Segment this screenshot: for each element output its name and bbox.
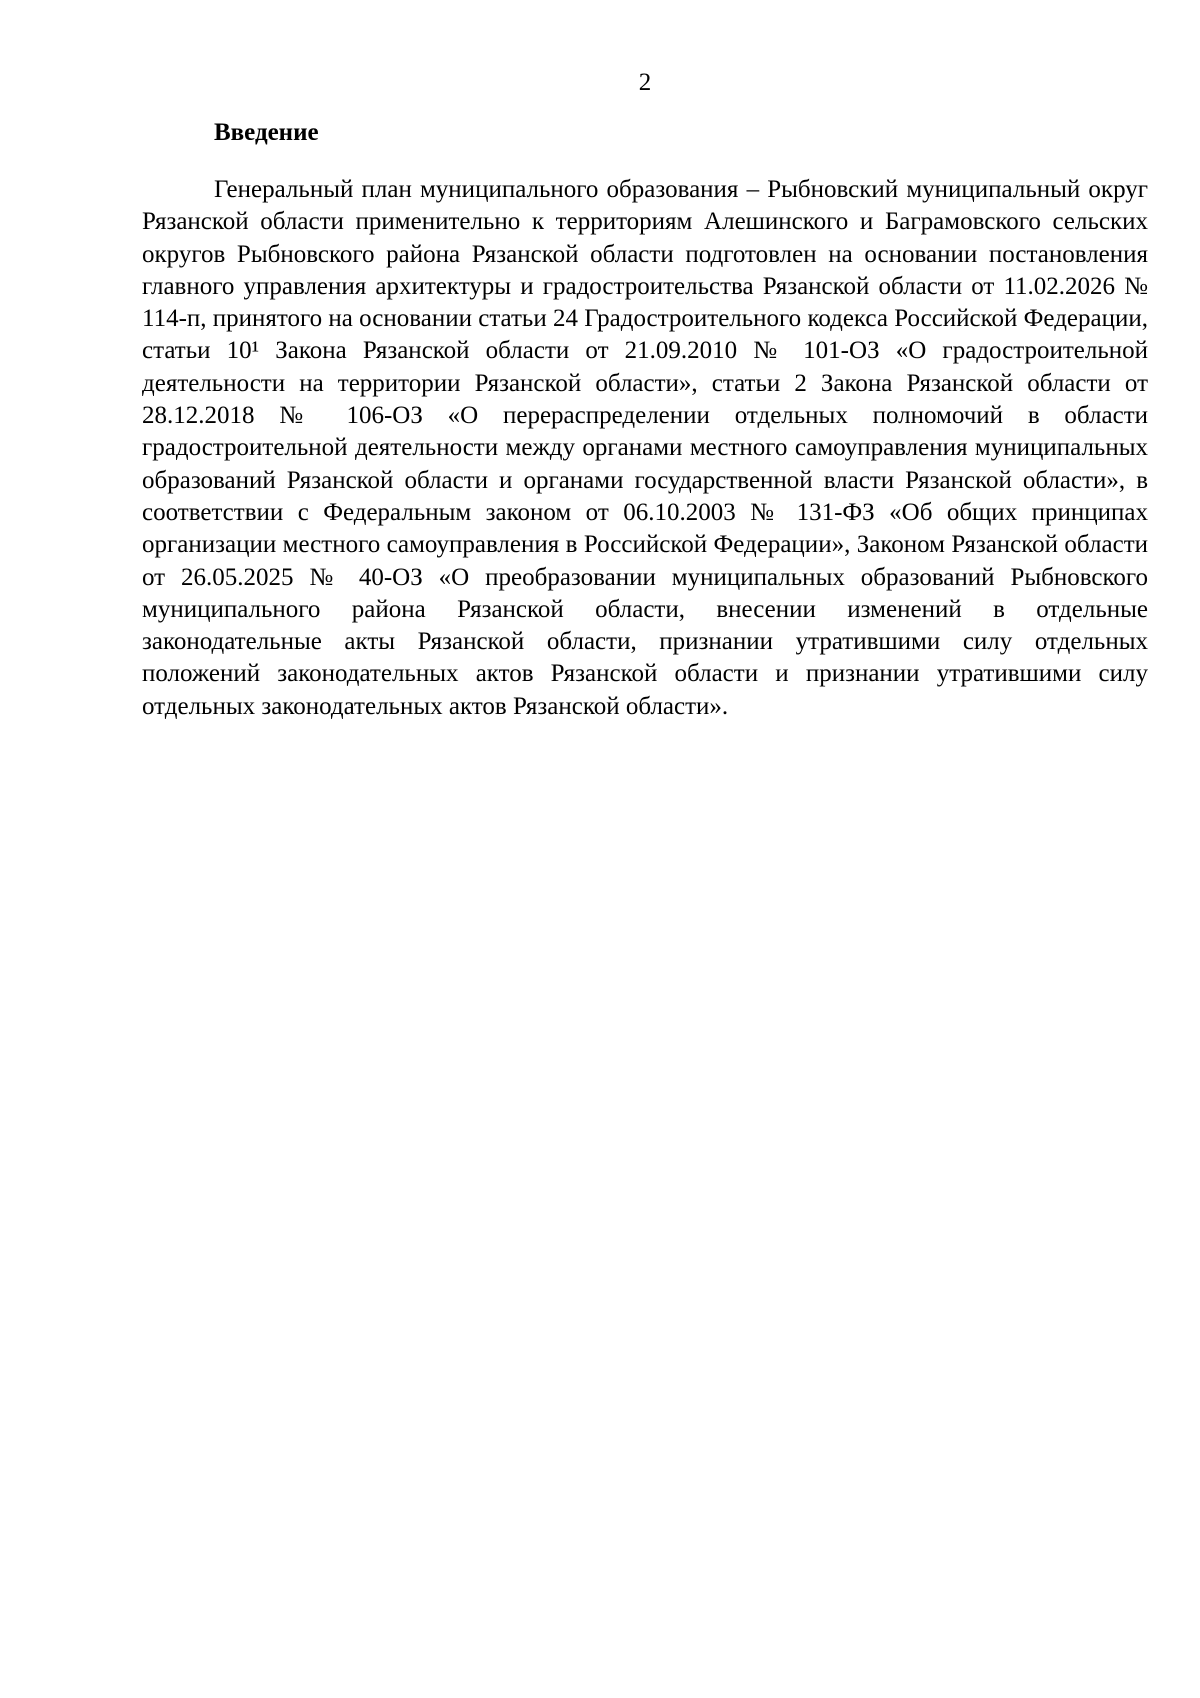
section-heading: Введение (214, 119, 319, 146)
body-paragraph: Генеральный план муниципального образования – Рыбновский муниципальный округ Рязанской области применительно к территориям Алешинского и Баграмовского сельских округов Рыбновского района Рязанской области подготовлен на основании постановления главного управления архитектуры и градостроительства Рязанской области от 11.02.2026 № 114-п, принятого на основании статьи 24 Градостроительного кодекса Российской Федерации, статьи 10¹ Закона Рязанской области от 21.09.2010 № 101-ОЗ «О градостроительной деятельности на территории Рязанской области», статьи 2 Закона Рязанской области от 28.12.2018 № 106-ОЗ «О перераспределении отдельных полномочий в области градостроительной деятельности между органами местного самоуправления муниципальных образований Рязанской области и органами государственной власти Рязанской области», в соответствии с Федеральным законом от 06.10.2003 № 131-ФЗ «Об общих принципах организации местного самоуправления в Российской Федерации», Законом Рязанской области от 26.05.2025 № 40-ОЗ «О преобразовании муниципальных образований Рыбновского муниципального района Рязанской области, внесении изменений в отдельные законодательные акты Рязанской области, признании утратившими силу отдельных положений законодательных актов Рязанской области и признании утратившими силу отдельных законодательных актов Рязанской области». (142, 176, 1148, 720)
page-number: 2 (638, 69, 652, 96)
